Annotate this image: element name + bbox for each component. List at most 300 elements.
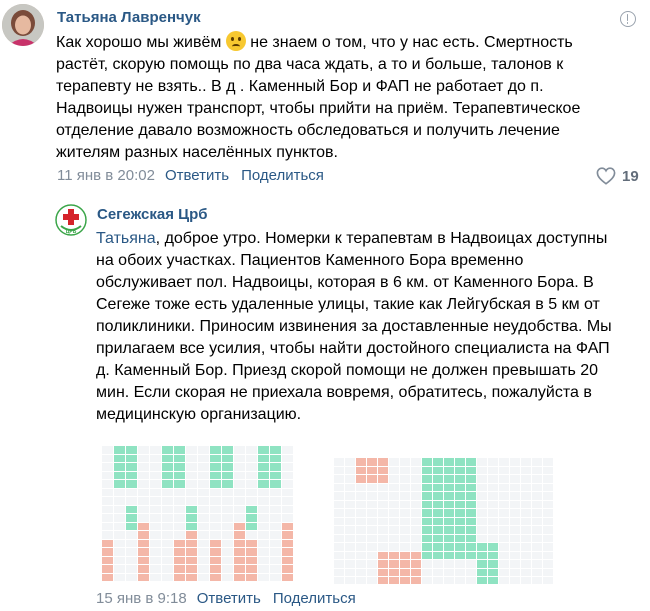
- schedule-cell: [246, 480, 257, 488]
- schedule-cell: [210, 489, 221, 497]
- schedule-cell: [488, 518, 498, 526]
- reply-button[interactable]: Ответить: [196, 590, 261, 607]
- schedule-cell: [510, 526, 520, 534]
- schedule-cell: [150, 540, 161, 548]
- schedule-cell: [258, 514, 269, 522]
- schedule-cell: [270, 497, 281, 505]
- schedule-cell: [282, 472, 293, 480]
- schedule-cell: [186, 497, 197, 505]
- schedule-cell: [126, 455, 137, 463]
- schedule-cell: [222, 565, 233, 573]
- schedule-cell: [210, 540, 221, 548]
- schedule-cell: [378, 543, 388, 551]
- schedule-cell: [367, 543, 377, 551]
- schedule-cell: [488, 543, 498, 551]
- schedule-cell: [334, 501, 344, 509]
- schedule-cell: [422, 492, 432, 500]
- schedule-cell: [433, 518, 443, 526]
- schedule-cell: [186, 455, 197, 463]
- share-button[interactable]: Поделиться: [241, 167, 324, 184]
- schedule-cell: [138, 455, 149, 463]
- schedule-cell: [422, 467, 432, 475]
- schedule-cell: [422, 458, 432, 466]
- schedule-cell: [400, 509, 410, 517]
- schedule-cell: [444, 577, 454, 584]
- schedule-cell: [433, 467, 443, 475]
- schedule-cell: [234, 446, 245, 454]
- schedule-cell: [400, 560, 410, 568]
- schedule-cell: [488, 577, 498, 584]
- schedule-cell: [411, 484, 421, 492]
- schedule-cell: [499, 509, 509, 517]
- schedule-cell: [433, 577, 443, 584]
- schedule-cell: [488, 458, 498, 466]
- schedule-cell: [222, 446, 233, 454]
- schedule-cell: [126, 497, 137, 505]
- schedule-cell: [270, 480, 281, 488]
- comment-text: [96, 228, 641, 426]
- schedule-cell: [138, 531, 149, 539]
- schedule-cell: [389, 458, 399, 466]
- avatar[interactable]: [2, 4, 44, 46]
- schedule-cell: [499, 484, 509, 492]
- schedule-cell: [367, 492, 377, 500]
- comment-date[interactable]: 11 янв в 20:02: [57, 167, 155, 184]
- schedule-cell: [510, 518, 520, 526]
- schedule-cell: [114, 472, 125, 480]
- schedule-cell: [246, 455, 257, 463]
- schedule-cell: [270, 506, 281, 514]
- schedule-cell: [477, 569, 487, 577]
- schedule-cell: [162, 531, 173, 539]
- schedule-cell: [234, 480, 245, 488]
- schedule-cell: [270, 540, 281, 548]
- schedule-cell: [367, 501, 377, 509]
- like-button[interactable]: [596, 167, 639, 185]
- schedule-cell: [282, 446, 293, 454]
- schedule-cell: [345, 492, 355, 500]
- schedule-cell: [174, 557, 185, 565]
- schedule-cell: [411, 543, 421, 551]
- schedule-cell: [345, 552, 355, 560]
- schedule-cell: [198, 531, 209, 539]
- schedule-cell: [345, 458, 355, 466]
- schedule-cell: [422, 518, 432, 526]
- schedule-cell: [510, 552, 520, 560]
- schedule-cell: [174, 531, 185, 539]
- schedule-cell: [367, 475, 377, 483]
- schedule-cell: [150, 574, 161, 582]
- schedule-cell: [532, 526, 542, 534]
- schedule-cell: [210, 548, 221, 556]
- schedule-cell: [150, 531, 161, 539]
- schedule-cell: [258, 480, 269, 488]
- schedule-cell: [466, 458, 476, 466]
- schedule-cell: [334, 458, 344, 466]
- schedule-cell: [186, 480, 197, 488]
- schedule-cell: [345, 560, 355, 568]
- schedule-cell: [356, 569, 366, 577]
- schedule-cell: [455, 560, 465, 568]
- comment-meta: [96, 590, 356, 607]
- schedule-cell: [411, 535, 421, 543]
- schedule-cell: [433, 501, 443, 509]
- schedule-cell: [499, 501, 509, 509]
- schedule-cell: [433, 492, 443, 500]
- schedule-cell: [222, 463, 233, 471]
- schedule-cell: [510, 543, 520, 551]
- schedule-cell: [246, 472, 257, 480]
- schedule-cell: [246, 540, 257, 548]
- schedule-cell: [488, 475, 498, 483]
- schedule-cell: [422, 501, 432, 509]
- schedule-cell: [543, 543, 553, 551]
- schedule-cell: [400, 552, 410, 560]
- schedule-cell: [455, 535, 465, 543]
- schedule-cell: [411, 458, 421, 466]
- thinking-face-icon: [226, 31, 246, 51]
- schedule-cell: [477, 535, 487, 543]
- schedule-cell: [138, 548, 149, 556]
- schedule-cell: [543, 501, 553, 509]
- schedule-cell: [150, 472, 161, 480]
- schedule-cell: [282, 463, 293, 471]
- schedule-cell: [543, 535, 553, 543]
- comment-author[interactable]: Татьяна Лавренчук: [57, 9, 201, 26]
- schedule-cell: [282, 540, 293, 548]
- schedule-cell: [510, 467, 520, 475]
- hospital-logo-icon: [55, 204, 87, 236]
- schedule-cell: [532, 543, 542, 551]
- schedule-cell: [433, 484, 443, 492]
- schedule-cell: [222, 489, 233, 497]
- mention-link[interactable]: Татьяна: [96, 230, 156, 247]
- comment-author[interactable]: Сегежская Црб: [97, 206, 208, 223]
- share-button[interactable]: Поделиться: [272, 590, 356, 607]
- schedule-cell: [356, 560, 366, 568]
- schedule-cell: [455, 458, 465, 466]
- schedule-cell: [345, 577, 355, 584]
- schedule-cell: [444, 467, 454, 475]
- schedule-cell: [400, 543, 410, 551]
- schedule-cell: [186, 514, 197, 522]
- schedule-cell: [499, 518, 509, 526]
- schedule-cell: [150, 497, 161, 505]
- schedule-cell: [334, 484, 344, 492]
- schedule-cell: [186, 531, 197, 539]
- schedule-cell: [270, 489, 281, 497]
- schedule-cell: [222, 455, 233, 463]
- schedule-cell: [532, 560, 542, 568]
- schedule-cell: [521, 458, 531, 466]
- schedule-cell: [389, 501, 399, 509]
- schedule-cell: [543, 467, 553, 475]
- schedule-cell: [150, 565, 161, 573]
- schedule-cell: [499, 535, 509, 543]
- schedule-cell: [510, 577, 520, 584]
- schedule-cell: [532, 552, 542, 560]
- schedule-cell: [258, 574, 269, 582]
- schedule-cell: [174, 514, 185, 522]
- schedule-cell: [488, 560, 498, 568]
- schedule-cell: [521, 526, 531, 534]
- schedule-cell: [102, 446, 113, 454]
- schedule-cell: [521, 484, 531, 492]
- schedule-cell: [378, 518, 388, 526]
- schedule-cell: [162, 574, 173, 582]
- schedule-cell: [356, 543, 366, 551]
- schedule-cell: [378, 526, 388, 534]
- schedule-cell: [411, 475, 421, 483]
- schedule-cell: [334, 526, 344, 534]
- schedule-cell: [126, 506, 137, 514]
- schedule-cell: [499, 467, 509, 475]
- schedule-cell: [234, 455, 245, 463]
- schedule-cell: [400, 484, 410, 492]
- schedule-cell: [246, 489, 257, 497]
- schedule-cell: [455, 577, 465, 584]
- schedule-cell: [356, 475, 366, 483]
- schedule-cell: [466, 535, 476, 543]
- schedule-cell: [138, 574, 149, 582]
- schedule-cell: [433, 475, 443, 483]
- schedule-cell: [532, 492, 542, 500]
- schedule-cell: [411, 569, 421, 577]
- schedule-cell: [138, 523, 149, 531]
- schedule-cell: [389, 535, 399, 543]
- schedule-cell: [543, 484, 553, 492]
- schedule-cell: [258, 531, 269, 539]
- schedule-cell: [532, 475, 542, 483]
- schedule-cell: [466, 509, 476, 517]
- comment-text-line: мин. Если скорая не приехала вовремя, обратитесь, пожалуйста в: [96, 384, 592, 401]
- schedule-cell: [334, 475, 344, 483]
- schedule-cell: [126, 463, 137, 471]
- schedule-cell: [510, 535, 520, 543]
- schedule-cell: [411, 577, 421, 584]
- schedule-cell: [234, 565, 245, 573]
- schedule-cell: [543, 577, 553, 584]
- schedule-cell: [334, 518, 344, 526]
- schedule-cell: [126, 557, 137, 565]
- schedule-cell: [282, 480, 293, 488]
- schedule-cell: [246, 523, 257, 531]
- schedule-cell: [222, 514, 233, 522]
- schedule-cell: [345, 467, 355, 475]
- schedule-cell: [162, 497, 173, 505]
- schedule-cell: [222, 506, 233, 514]
- logo-text: ЦРБ: [65, 229, 77, 235]
- schedule-cell: [270, 472, 281, 480]
- schedule-cell: [422, 543, 432, 551]
- comment-text-line: д. Каменный Бор. Приезд скорой помощи не должен превышать 20: [96, 362, 599, 379]
- schedule-cell: [210, 557, 221, 565]
- schedule-cell: [210, 574, 221, 582]
- schedule-cell: [543, 526, 553, 534]
- schedule-cell: [150, 463, 161, 471]
- schedule-cell: [356, 492, 366, 500]
- schedule-cell: [455, 518, 465, 526]
- schedule-cell: [367, 569, 377, 577]
- report-icon[interactable]: [620, 11, 636, 27]
- schedule-cell: [444, 458, 454, 466]
- schedule-cell: [162, 480, 173, 488]
- schedule-cell: [198, 548, 209, 556]
- schedule-cell: [246, 548, 257, 556]
- schedule-cell: [466, 475, 476, 483]
- comment-text-line: медицинскую организацию.: [96, 406, 302, 423]
- schedule-cell: [477, 526, 487, 534]
- schedule-cell: [532, 467, 542, 475]
- schedule-cell: [422, 535, 432, 543]
- schedule-cell: [455, 543, 465, 551]
- schedule-cell: [488, 526, 498, 534]
- schedule-cell: [367, 458, 377, 466]
- schedule-cell: [400, 475, 410, 483]
- schedule-cell: [444, 535, 454, 543]
- schedule-cell: [282, 455, 293, 463]
- schedule-cell: [150, 480, 161, 488]
- schedule-cell: [378, 475, 388, 483]
- schedule-cell: [114, 446, 125, 454]
- schedule-cell: [258, 540, 269, 548]
- schedule-cell: [444, 475, 454, 483]
- schedule-cell: [510, 458, 520, 466]
- schedule-cell: [186, 472, 197, 480]
- schedule-cell: [150, 489, 161, 497]
- schedule-cell: [444, 501, 454, 509]
- schedule-cell: [246, 565, 257, 573]
- schedule-cell: [367, 560, 377, 568]
- schedule-cell: [433, 543, 443, 551]
- schedule-cell: [210, 514, 221, 522]
- schedule-cell: [334, 569, 344, 577]
- schedule-cell: [162, 514, 173, 522]
- schedule-cell: [422, 475, 432, 483]
- schedule-cell: [477, 509, 487, 517]
- schedule-cell: [521, 492, 531, 500]
- schedule-cell: [543, 492, 553, 500]
- schedule-cell: [150, 446, 161, 454]
- schedule-cell: [198, 514, 209, 522]
- schedule-cell: [400, 535, 410, 543]
- schedule-cell: [455, 501, 465, 509]
- schedule-cell: [433, 526, 443, 534]
- schedule-cell: [477, 518, 487, 526]
- schedule-cell: [258, 472, 269, 480]
- schedule-cell: [422, 560, 432, 568]
- schedule-cell: [521, 552, 531, 560]
- comment-text: [56, 31, 636, 164]
- schedule-cell: [466, 492, 476, 500]
- schedule-cell: [270, 574, 281, 582]
- schedule-cell: [510, 560, 520, 568]
- schedule-cell: [258, 506, 269, 514]
- schedule-cell: [198, 497, 209, 505]
- schedule-cell: [499, 569, 509, 577]
- schedule-cell: [102, 557, 113, 565]
- schedule-cell: [499, 492, 509, 500]
- schedule-cell: [466, 501, 476, 509]
- schedule-cell: [411, 526, 421, 534]
- schedule-cell: [270, 557, 281, 565]
- schedule-cell: [466, 552, 476, 560]
- schedule-cell: [444, 543, 454, 551]
- comment-meta: [57, 167, 324, 184]
- schedule-cell: [222, 557, 233, 565]
- schedule-cell: [102, 514, 113, 522]
- schedule-cell: [389, 484, 399, 492]
- attachment-image[interactable]: [330, 432, 562, 584]
- schedule-cell: [400, 518, 410, 526]
- schedule-cell: [198, 523, 209, 531]
- schedule-cell: [198, 463, 209, 471]
- schedule-cell: [378, 467, 388, 475]
- attachment-image[interactable]: [96, 432, 296, 584]
- schedule-cell: [150, 523, 161, 531]
- schedule-cell: [466, 569, 476, 577]
- schedule-cell: [422, 526, 432, 534]
- schedule-cell: [174, 489, 185, 497]
- schedule-cell: [488, 509, 498, 517]
- schedule-cell: [477, 577, 487, 584]
- schedule-cell: [114, 489, 125, 497]
- schedule-cell: [126, 472, 137, 480]
- schedule-cell: [521, 518, 531, 526]
- schedule-cell: [400, 569, 410, 577]
- schedule-cell: [246, 557, 257, 565]
- schedule-cell: [150, 548, 161, 556]
- schedule-cell: [114, 557, 125, 565]
- schedule-cell: [521, 543, 531, 551]
- schedule-cell: [378, 492, 388, 500]
- schedule-cell: [270, 514, 281, 522]
- schedule-cell: [150, 557, 161, 565]
- schedule-cell: [126, 531, 137, 539]
- schedule-cell: [222, 472, 233, 480]
- schedule-cell: [400, 501, 410, 509]
- schedule-cell: [126, 514, 137, 522]
- schedule-cell: [258, 497, 269, 505]
- schedule-cell: [422, 577, 432, 584]
- schedule-cell: [378, 560, 388, 568]
- schedule-cell: [186, 446, 197, 454]
- schedule-cell: [126, 446, 137, 454]
- schedule-cell: [282, 514, 293, 522]
- reply-button[interactable]: Ответить: [164, 167, 230, 184]
- schedule-cell: [102, 455, 113, 463]
- schedule-cell: [400, 526, 410, 534]
- comment-text-line: отделение давало возможность обследоваться и получить лечение: [56, 122, 560, 139]
- schedule-cell: [210, 523, 221, 531]
- schedule-cell: [367, 577, 377, 584]
- avatar[interactable]: [55, 204, 87, 236]
- comment-date[interactable]: 15 янв в 9:18: [96, 590, 187, 607]
- schedule-cell: [444, 560, 454, 568]
- schedule-cell: [246, 446, 257, 454]
- schedule-cell: [198, 480, 209, 488]
- schedule-cell: [114, 506, 125, 514]
- schedule-cell: [532, 484, 542, 492]
- schedule-cell: [389, 509, 399, 517]
- schedule-cell: [488, 535, 498, 543]
- schedule-cell: [258, 446, 269, 454]
- schedule-cell: [126, 548, 137, 556]
- schedule-cell: [543, 518, 553, 526]
- schedule-cell: [270, 531, 281, 539]
- schedule-cell: [114, 463, 125, 471]
- schedule-cell: [389, 475, 399, 483]
